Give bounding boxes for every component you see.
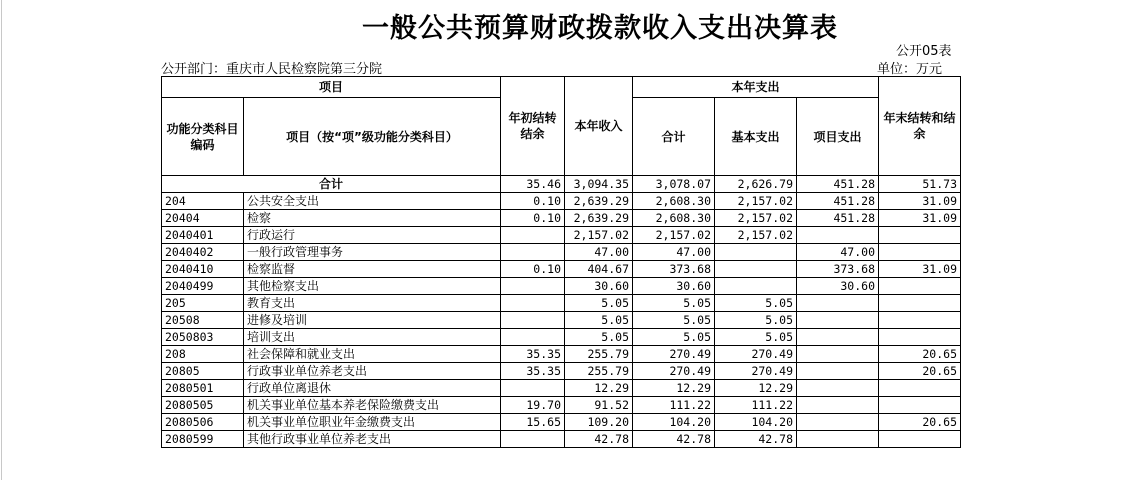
row-name: 教育支出 [244, 295, 501, 312]
row-basic-expense: 2,157.02 [715, 210, 797, 227]
row-expense-total: 30.60 [633, 278, 715, 295]
row-expense-total: 270.49 [633, 363, 715, 380]
row-income: 404.67 [565, 261, 633, 278]
row-income: 109.20 [565, 414, 633, 431]
row-begin-balance [501, 278, 565, 295]
header-begin-balance: 年初结转结余 [501, 77, 565, 176]
row-project-expense: 451.28 [797, 210, 879, 227]
row-end-balance: 20.65 [879, 414, 961, 431]
row-begin-balance [501, 329, 565, 346]
row-code: 204 [162, 193, 244, 210]
row-name: 公共安全支出 [244, 193, 501, 210]
total-end: 51.73 [879, 176, 961, 193]
row-end-balance: 20.65 [879, 346, 961, 363]
row-project-expense [797, 346, 879, 363]
row-expense-total: 12.29 [633, 380, 715, 397]
row-basic-expense: 5.05 [715, 312, 797, 329]
row-project-expense [797, 312, 879, 329]
row-name: 社会保障和就业支出 [244, 346, 501, 363]
row-code: 2080505 [162, 397, 244, 414]
row-expense-total: 5.05 [633, 295, 715, 312]
total-basic: 2,626.79 [715, 176, 797, 193]
row-basic-expense: 270.49 [715, 346, 797, 363]
table-row [162, 414, 961, 431]
total-row [162, 176, 961, 193]
row-end-balance: 31.09 [879, 261, 961, 278]
row-project-expense [797, 431, 879, 448]
row-name: 行政事业单位养老支出 [244, 363, 501, 380]
row-income: 47.00 [565, 244, 633, 261]
row-project-expense [797, 363, 879, 380]
table-row [162, 329, 961, 346]
row-expense-total: 270.49 [633, 346, 715, 363]
row-project-expense [797, 227, 879, 244]
row-basic-expense: 270.49 [715, 363, 797, 380]
row-name: 进修及培训 [244, 312, 501, 329]
row-basic-expense: 5.05 [715, 329, 797, 346]
row-income: 91.52 [565, 397, 633, 414]
row-begin-balance: 15.65 [501, 414, 565, 431]
row-end-balance [879, 312, 961, 329]
header-total: 合计 [633, 98, 715, 176]
row-code: 2040401 [162, 227, 244, 244]
row-income: 30.60 [565, 278, 633, 295]
row-code: 2040410 [162, 261, 244, 278]
row-name: 一般行政管理事务 [244, 244, 501, 261]
row-name: 机关事业单位基本养老保险缴费支出 [244, 397, 501, 414]
row-code: 2050803 [162, 329, 244, 346]
row-expense-total: 2,608.30 [633, 210, 715, 227]
row-end-balance [879, 380, 961, 397]
table-row [162, 227, 961, 244]
row-end-balance [879, 397, 961, 414]
row-expense-total: 2,608.30 [633, 193, 715, 210]
header-basic: 基本支出 [715, 98, 797, 176]
row-end-balance: 31.09 [879, 193, 961, 210]
row-name: 检察 [244, 210, 501, 227]
row-project-expense: 30.60 [797, 278, 879, 295]
total-project: 451.28 [797, 176, 879, 193]
row-expense-total: 5.05 [633, 329, 715, 346]
header-end-balance: 年末结转和结余 [879, 77, 961, 176]
table-row [162, 193, 961, 210]
row-begin-balance: 0.10 [501, 193, 565, 210]
row-basic-expense: 104.20 [715, 414, 797, 431]
row-begin-balance: 0.10 [501, 210, 565, 227]
window-left-edge [1, 0, 2, 480]
table-row [162, 261, 961, 278]
total-label: 合计 [162, 176, 501, 193]
total-income: 3,094.35 [565, 176, 633, 193]
row-code: 208 [162, 346, 244, 363]
row-end-balance: 31.09 [879, 210, 961, 227]
header-name: 项目（按“项”级功能分类科目） [244, 98, 501, 176]
row-project-expense [797, 295, 879, 312]
table-row [162, 312, 961, 329]
row-basic-expense: 2,157.02 [715, 227, 797, 244]
table-row [162, 363, 961, 380]
row-basic-expense: 12.29 [715, 380, 797, 397]
row-begin-balance [501, 312, 565, 329]
row-name: 行政运行 [244, 227, 501, 244]
table-row [162, 278, 961, 295]
budget-table [161, 76, 961, 448]
row-name: 检察监督 [244, 261, 501, 278]
row-basic-expense: 111.22 [715, 397, 797, 414]
row-income: 2,157.02 [565, 227, 633, 244]
table-row [162, 346, 961, 363]
row-expense-total: 47.00 [633, 244, 715, 261]
row-income: 2,639.29 [565, 193, 633, 210]
row-income: 12.29 [565, 380, 633, 397]
row-expense-total: 104.20 [633, 414, 715, 431]
row-expense-total: 5.05 [633, 312, 715, 329]
row-name: 培训支出 [244, 329, 501, 346]
row-begin-balance [501, 227, 565, 244]
total-begin: 35.46 [501, 176, 565, 193]
row-income: 5.05 [565, 329, 633, 346]
total-expense: 3,078.07 [633, 176, 715, 193]
row-project-expense: 451.28 [797, 193, 879, 210]
table-row [162, 210, 961, 227]
header-item-group: 项目 [162, 77, 501, 98]
row-expense-total: 42.78 [633, 431, 715, 448]
row-code: 20805 [162, 363, 244, 380]
page-title: 一般公共预算财政拨款收入支出决算表 [362, 13, 838, 44]
table-row [162, 295, 961, 312]
header-expense-group: 本年支出 [633, 77, 879, 98]
row-begin-balance: 19.70 [501, 397, 565, 414]
row-basic-expense [715, 261, 797, 278]
row-begin-balance [501, 244, 565, 261]
row-basic-expense: 42.78 [715, 431, 797, 448]
row-income: 42.78 [565, 431, 633, 448]
row-code: 2080501 [162, 380, 244, 397]
row-income: 5.05 [565, 295, 633, 312]
row-basic-expense: 2,157.02 [715, 193, 797, 210]
row-project-expense [797, 380, 879, 397]
row-expense-total: 111.22 [633, 397, 715, 414]
row-project-expense [797, 414, 879, 431]
row-expense-total: 2,157.02 [633, 227, 715, 244]
row-project-expense [797, 397, 879, 414]
header-code: 功能分类科目编码 [162, 98, 244, 176]
row-name: 行政单位离退休 [244, 380, 501, 397]
row-basic-expense [715, 244, 797, 261]
row-code: 20508 [162, 312, 244, 329]
row-code: 20404 [162, 210, 244, 227]
row-name: 机关事业单位职业年金缴费支出 [244, 414, 501, 431]
row-end-balance [879, 329, 961, 346]
row-begin-balance: 35.35 [501, 346, 565, 363]
table-row [162, 380, 961, 397]
header-income: 本年收入 [565, 77, 633, 176]
unit-label: 单位：万元 [877, 62, 943, 77]
row-begin-balance [501, 431, 565, 448]
row-end-balance [879, 295, 961, 312]
row-project-expense: 47.00 [797, 244, 879, 261]
row-begin-balance: 0.10 [501, 261, 565, 278]
row-begin-balance: 35.35 [501, 363, 565, 380]
row-project-expense [797, 329, 879, 346]
row-code: 2040402 [162, 244, 244, 261]
table-row [162, 244, 961, 261]
department-label: 公开部门：重庆市人民检察院第三分院 [161, 62, 383, 77]
row-code: 205 [162, 295, 244, 312]
row-income: 255.79 [565, 363, 633, 380]
row-name: 其他行政事业单位养老支出 [244, 431, 501, 448]
header-project: 项目支出 [797, 98, 879, 176]
form-number: 公开05表 [896, 44, 952, 59]
row-code: 2080506 [162, 414, 244, 431]
row-end-balance: 20.65 [879, 363, 961, 380]
row-end-balance [879, 431, 961, 448]
row-project-expense: 373.68 [797, 261, 879, 278]
row-income: 5.05 [565, 312, 633, 329]
row-income: 255.79 [565, 346, 633, 363]
row-basic-expense: 5.05 [715, 295, 797, 312]
row-code: 2080599 [162, 431, 244, 448]
row-end-balance [879, 244, 961, 261]
table-row [162, 397, 961, 414]
row-basic-expense [715, 278, 797, 295]
row-name: 其他检察支出 [244, 278, 501, 295]
row-income: 2,639.29 [565, 210, 633, 227]
table-row [162, 431, 961, 448]
row-begin-balance [501, 380, 565, 397]
row-code: 2040499 [162, 278, 244, 295]
row-end-balance [879, 227, 961, 244]
row-begin-balance [501, 295, 565, 312]
row-end-balance [879, 278, 961, 295]
row-expense-total: 373.68 [633, 261, 715, 278]
